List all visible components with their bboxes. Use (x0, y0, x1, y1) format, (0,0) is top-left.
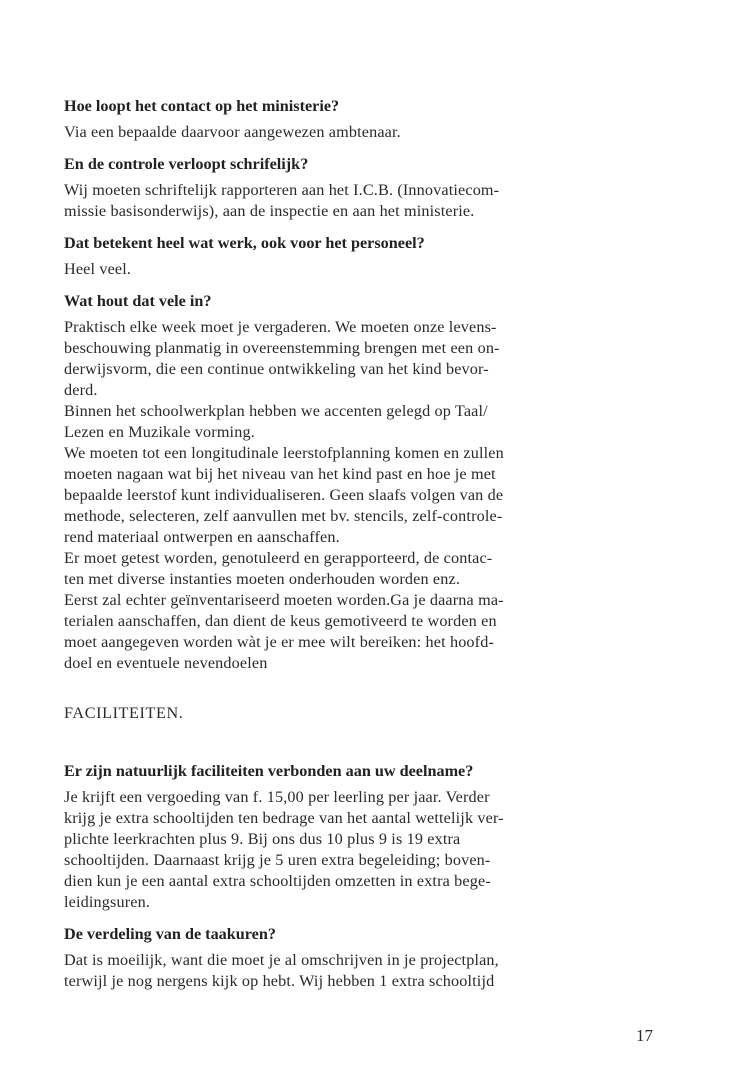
answer-line: terwijl je nog nergens kijk op hebt. Wij hebben 1 extra schooltijd (64, 972, 495, 990)
answer-line: plichte leerkrachten plus 9. Bij ons dus 10 plus 9 is 19 extra (64, 830, 461, 848)
qa-section-1 (64, 96, 674, 674)
answer-line: terialen aanschaffen, dan dient de keus gemotiveerd te worden en (64, 612, 497, 630)
section-heading: FACILITEITEN. (64, 704, 184, 722)
answer-line: Binnen het schoolwerkplan hebben we accenten gelegd op Taal/ (64, 402, 488, 420)
answer-line: Wij moeten schriftelijk rapporteren aan het I.C.B. (Innovatiecom- (64, 181, 500, 199)
answer-line: bepaalde leerstof kunt individualiseren. Geen slaafs volgen van de (64, 486, 504, 504)
answer-line: derd. (64, 381, 98, 399)
qa-section-2 (64, 761, 674, 992)
answer-line: We moeten tot een longitudinale leerstofplanning komen en zullen (64, 444, 504, 462)
answer-line: krijg je extra schooltijden ten bedrage van het aantal wettelijk ver- (64, 809, 504, 827)
answer-line: beschouwing planmatig in overeenstemming brengen met een on- (64, 339, 500, 357)
answer-line: ten met diverse instanties moeten onderhouden worden enz. (64, 570, 461, 588)
question: Hoe loopt het contact op het ministerie? (64, 97, 340, 115)
answer-line: Praktisch elke week moet je vergaderen. We moeten onze levens- (64, 318, 497, 336)
answer-line: moet aangegeven worden wàt je er mee wilt bereiken: het hoofd- (64, 633, 495, 651)
answer-line: missie basisonderwijs), aan de inspectie en aan het ministerie. (64, 202, 475, 220)
answer-line: schooltijden. Daarnaast krijg je 5 uren extra begeleiding; boven- (64, 851, 491, 869)
answer-line: moeten nagaan wat bij het niveau van het kind past en hoe je met (64, 465, 496, 483)
answer-line: Eerst zal echter geïnventariseerd moeten worden.Ga je daarna ma- (64, 591, 504, 609)
question: Dat betekent heel wat werk, ook voor het personeel? (64, 234, 425, 252)
question: Er zijn natuurlijk faciliteiten verbonden aan uw deelname? (64, 762, 474, 780)
answer-line: Je krijft een vergoeding van f. 15,00 per leerling per jaar. Verder (64, 788, 490, 806)
answer (64, 259, 674, 280)
question: De verdeling van de taakuren? (64, 925, 276, 943)
answer-line: Via een bepaalde daarvoor aangewezen ambtenaar. (64, 123, 401, 141)
answer-line: dien kun je een aantal extra schooltijden omzetten in extra bege- (64, 872, 491, 890)
question: En de controle verloopt schrifelijk? (64, 155, 309, 173)
page-number: 17 (636, 1026, 653, 1045)
question: Wat hout dat vele in? (64, 292, 212, 310)
answer-line: doel en eventuele nevendoelen (64, 654, 268, 672)
answer (64, 950, 674, 992)
answer-line: derwijsvorm, die een continue ontwikkeling van het kind bevor- (64, 360, 489, 378)
answer-line: Heel veel. (64, 260, 132, 278)
answer-line: methode, selecteren, zelf aanvullen met bv. stencils, zelf-controle- (64, 507, 503, 525)
document-page (64, 96, 674, 1003)
answer (64, 787, 674, 913)
answer (64, 122, 674, 143)
answer-line: Er moet getest worden, genotuleerd en gerapporteerd, de contac- (64, 549, 493, 567)
answer-line: Lezen en Muzikale vorming. (64, 423, 255, 441)
answer-line: rend materiaal ontwerpen en aanschaffen. (64, 528, 340, 546)
answer-line: leidingsuren. (64, 893, 151, 911)
answer-line: Dat is moeilijk, want die moet je al omschrijven in je projectplan, (64, 951, 499, 969)
answer (64, 180, 674, 222)
answer (64, 317, 674, 674)
